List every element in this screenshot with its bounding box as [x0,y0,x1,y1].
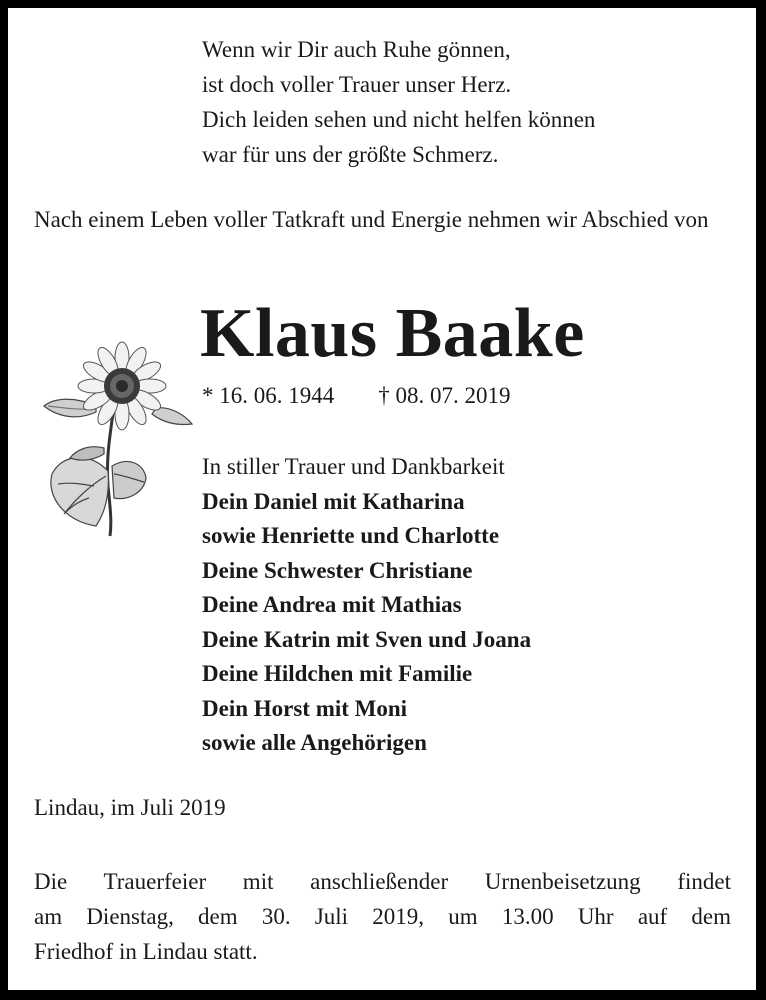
life-dates [202,381,511,411]
mourners-heading: In stiller Trauer und Dankbarkeit [202,454,505,479]
sunflower-icon [34,336,194,541]
poem-line: Dich leiden sehen und nicht helfen können [202,107,596,132]
notice-line: am Dienstag, dem 30. Juli 2019, um 13.00 Uhr auf dem [34,904,731,929]
mourner-line: Deine Katrin mit Sven und Joana [202,626,532,652]
birth-date: * 16. 06. 1944 [202,383,335,408]
mourner-line: Dein Daniel mit Katharina [202,488,465,514]
poem-line: Wenn wir Dir auch Ruhe gönnen, [202,37,511,62]
funeral-notice [34,864,731,969]
mourner-line: Dein Horst mit Moni [202,695,408,721]
death-date: † 08. 07. 2019 [378,383,511,408]
mourner-line: Deine Andrea mit Mathias [202,592,462,617]
mourner-line: Deine Schwester Christiane [202,557,473,583]
notice-line: Die Trauerfeier mit anschließender Urnenbeisetzung findet [34,869,731,894]
mourner-line: Deine Hildchen mit Familie [202,661,473,686]
poem-line: war für uns der größte Schmerz. [202,142,499,167]
intro-text: Nach einem Leben voller Tatkraft und Energie nehmen wir Abschied von [34,207,709,232]
mourner-line: sowie alle Angehörigen [202,730,427,755]
deceased-name: Klaus Baake [200,295,585,372]
place-date: Lindau, im Juli 2019 [34,795,226,820]
mourner-line: sowie Henriette und Charlotte [202,523,500,548]
poem [202,32,595,172]
notice-line: Friedhof in Lindau statt. [34,939,258,964]
obituary-card [8,8,756,990]
poem-line: ist doch voller Trauer unser Herz. [202,72,512,97]
mourners-block [202,450,531,761]
